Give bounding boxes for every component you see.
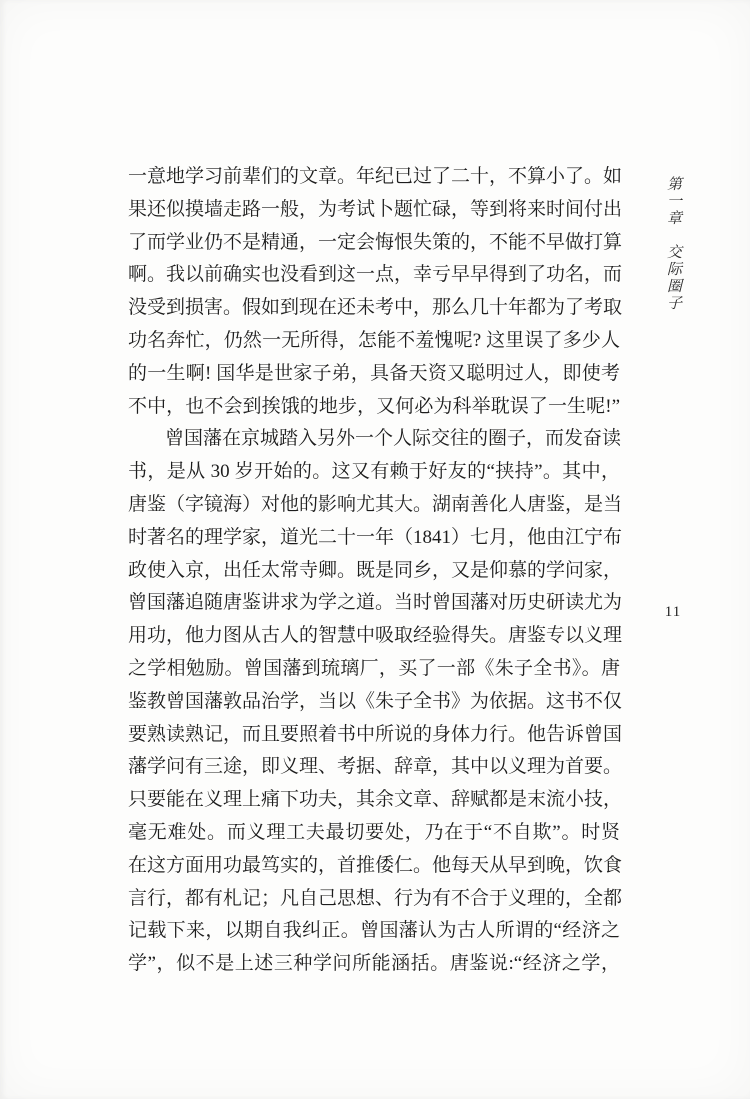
text-line: 鉴教曾国藩敦品治学，当以《朱子全书》为依据。这书不仅 [128, 690, 623, 712]
text-line: 藩学问有三途，即义理、考据、辞章，其中以义理为首要。 [128, 756, 623, 778]
text-line: 的一生啊! 国华是世家子弟，具备天资又聪明过人，即使考 [128, 362, 620, 384]
text-line: 曾国藩在京城踏入另外一个人际交往的圈子，而发奋读 [165, 428, 622, 450]
running-header: 第一章 交际圈子 [665, 176, 681, 312]
text-line: 之学相勉励。曾国藩到琉璃厂，买了一部《朱子全书》。唐 [128, 657, 620, 679]
text-line: 书，是从 30 岁开始的。这又有赖于好友的“挟持”。其中， [128, 461, 620, 483]
text-line: 唐鉴（字镜海）对他的影响尤其大。湖南善化人唐鉴，是当 [128, 493, 623, 515]
page-number: 11 [664, 604, 682, 620]
text-line: 不中，也不会到挨饿的地步，又何必为科举耽误了一生呢!” [128, 395, 620, 417]
text-line: 言行，都有札记；凡自己思想、行为有不合于义理的，全都 [128, 887, 623, 909]
text-line: 只要能在义理上痛下功夫，其余文章、辞赋都是末流小技， [128, 789, 623, 811]
text-line: 用功，他力图从古人的智慧中吸取经验得失。唐鉴专以义理 [128, 625, 623, 647]
text-line: 没受到损害。假如到现在还未考中，那么几十年都为了考取 [128, 297, 623, 319]
text-line: 果还似摸墙走路一般，为考试卜题忙碌，等到将来时间付出 [128, 198, 623, 220]
text-line: 要熟读熟记，而且要照着书中所说的身体力行。他告诉曾国 [128, 723, 623, 745]
text-line: 毫无难处。而义理工夫最切要处，乃在于“不自欺”。时贤 [128, 821, 620, 843]
text-line: 曾国藩追随唐鉴讲求为学之道。当时曾国藩对历史研读尤为 [128, 592, 623, 614]
text-line: 一意地学习前辈们的文章。年纪已过了二十，不算小了。如 [128, 166, 623, 187]
text-line: 记载下来，以期自我纠正。曾国藩认为古人所谓的“经济之 [128, 920, 620, 942]
text-line: 政使入京，出任太常寺卿。既是同乡，又是仰慕的学问家， [128, 559, 623, 581]
text-line: 时著名的理学家，道光二十一年（1841）七月，他由江宁布 [128, 526, 623, 548]
text-line: 学”，似不是上述三种学问所能涵括。唐鉴说:“经济之学， [128, 953, 620, 975]
body-text-block [128, 161, 623, 981]
text-line: 功名奔忙，仍然一无所得，怎能不羞愧呢? 这里误了多少人 [128, 329, 620, 351]
text-line: 了而学业仍不是精通，一定会悔恨失策的，不能不早做打算 [128, 231, 623, 253]
text-line: 啊。我以前确实也没看到这一点，幸亏早早得到了功名，而 [128, 264, 623, 286]
text-line: 在这方面用功最笃实的，首推倭仁。他每天从早到晚，饮食 [128, 854, 623, 876]
